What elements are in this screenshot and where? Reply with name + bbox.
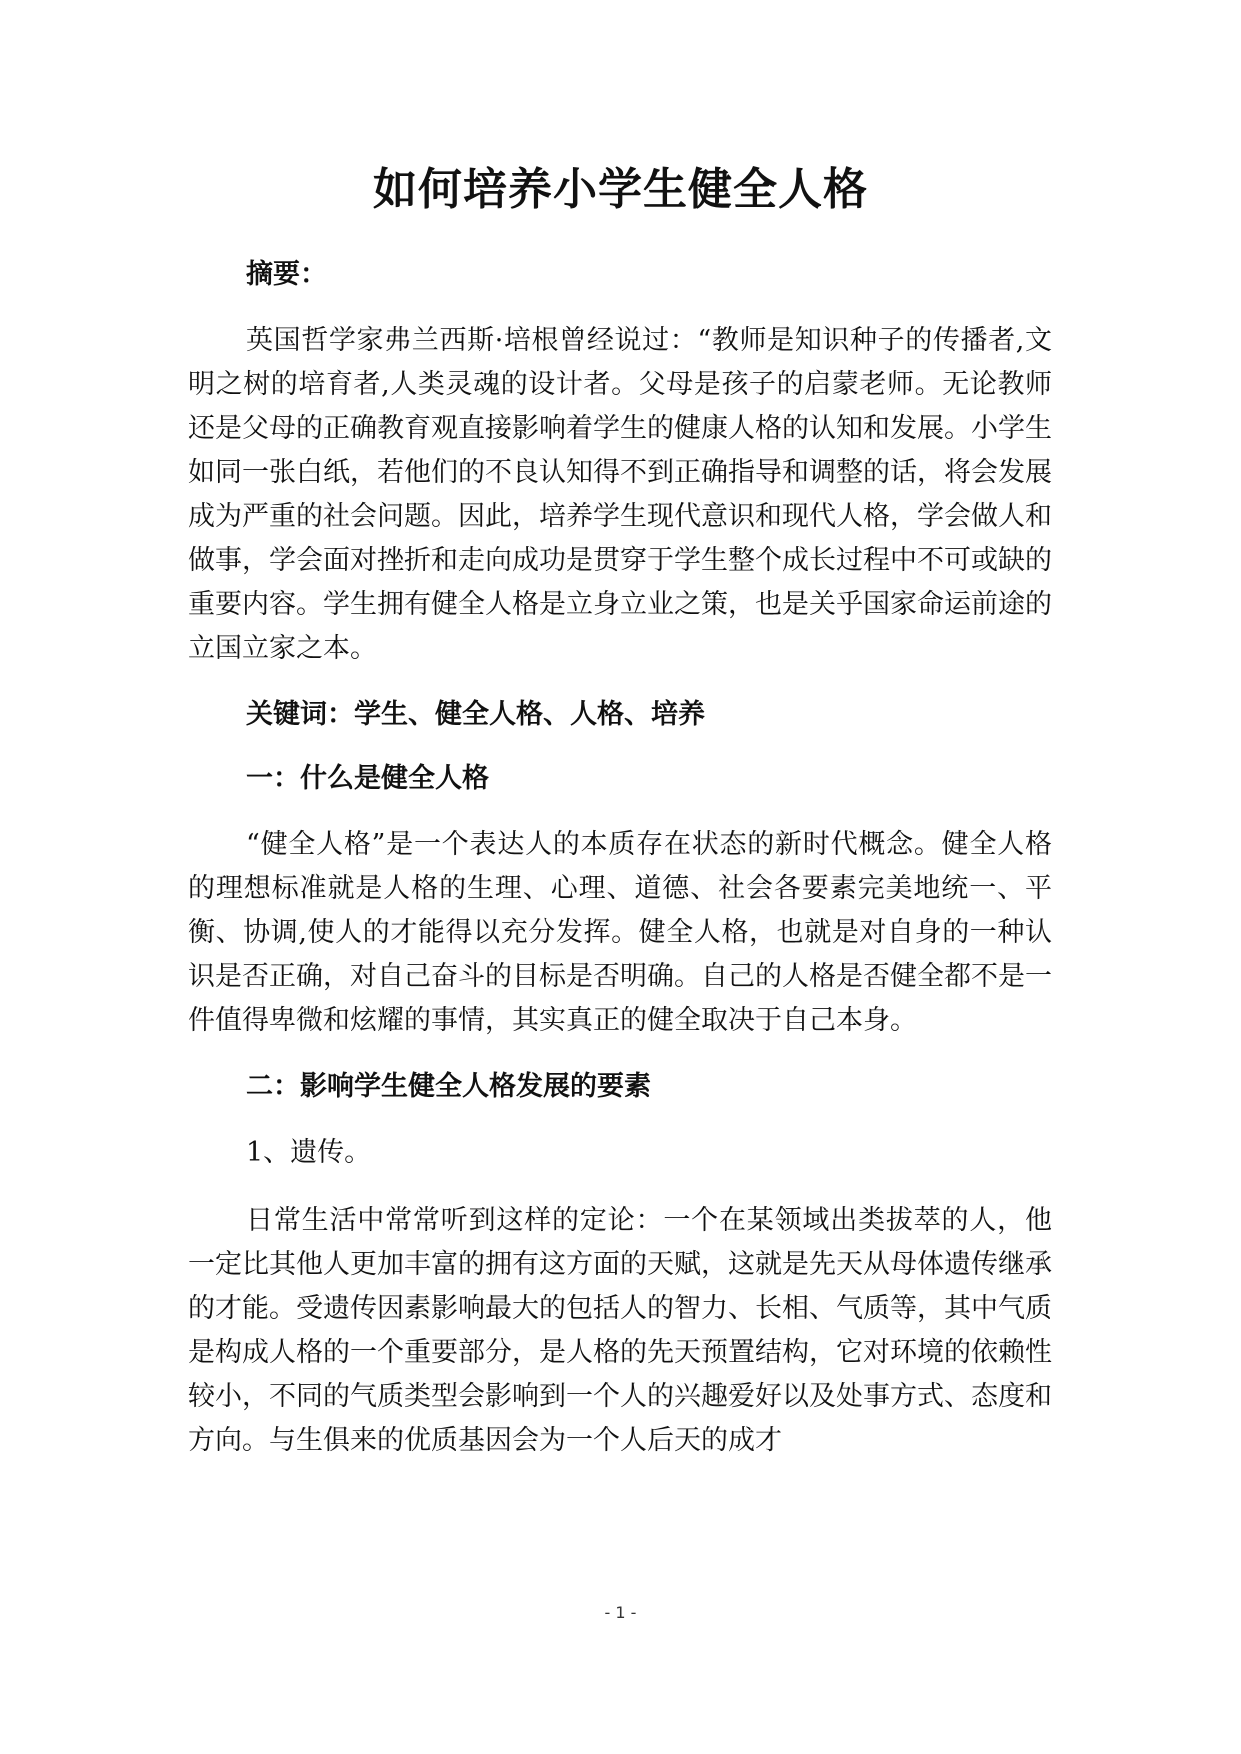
document-body <box>188 255 1052 1487</box>
section1-paragraph: “健全人格”是一个表达人的本质存在状态的新时代概念。健全人格的理想标准就是人格的生理、心理、道德、社会各要素完美地统一、平衡、协调,使人的才能得以充分发挥。健全人格，也就是对自身的一种认识是否正确，对自己奋斗的目标是否明确。自己的人格是否健全都不是一件值得卑微和炫耀的事情，其实真正的健全取决于自己本身。 <box>188 829 1052 1036</box>
keywords-line: 关键词：学生、健全人格、人格、培养 <box>246 699 705 730</box>
document-title: 如何培养小学生健全人格 <box>373 164 868 215</box>
subsection-heredity-paragraph: 日常生活中常常听到这样的定论：一个在某领域出类拔萃的人，他一定比其他人更加丰富的拥有这方面的天赋，这就是先天从母体遗传继承的才能。受遗传因素影响最大的包括人的智力、长相、气质等，其中气质是构成人格的一个重要部分，是人格的先天预置结构，它对环境的依赖性较小，不同的气质类型会影响到一个人的兴趣爱好以及处事方式、态度和方向。与生俱来的优质基因会为一个人后天的成才 <box>188 1205 1052 1456</box>
subsection-heredity-label: 1、遗传。 <box>246 1137 372 1168</box>
section1-heading: 一：什么是健全人格 <box>246 763 489 794</box>
abstract-paragraph: 英国哲学家弗兰西斯·培根曾经说过：“教师是知识种子的传播者,文明之树的培育者,人类灵魂的设计者。父母是孩子的启蒙老师。无论教师还是父母的正确教育观直接影响着学生的健康人格的认知和发展。小学生如同一张白纸，若他们的不良认知得不到正确指导和调整的话，将会发展成为严重的社会问题。因此，培养学生现代意识和现代人格，学会做人和做事，学会面对挫折和走向成功是贯穿于学生整个成长过程中不可或缺的重要内容。学生拥有健全人格是立身立业之策，也是关乎国家命运前途的立国立家之本。 <box>188 325 1052 664</box>
section2-heading: 二：影响学生健全人格发展的要素 <box>246 1071 651 1102</box>
abstract-heading: 摘要： <box>246 259 327 290</box>
page-number: - 1 - <box>604 1603 637 1622</box>
